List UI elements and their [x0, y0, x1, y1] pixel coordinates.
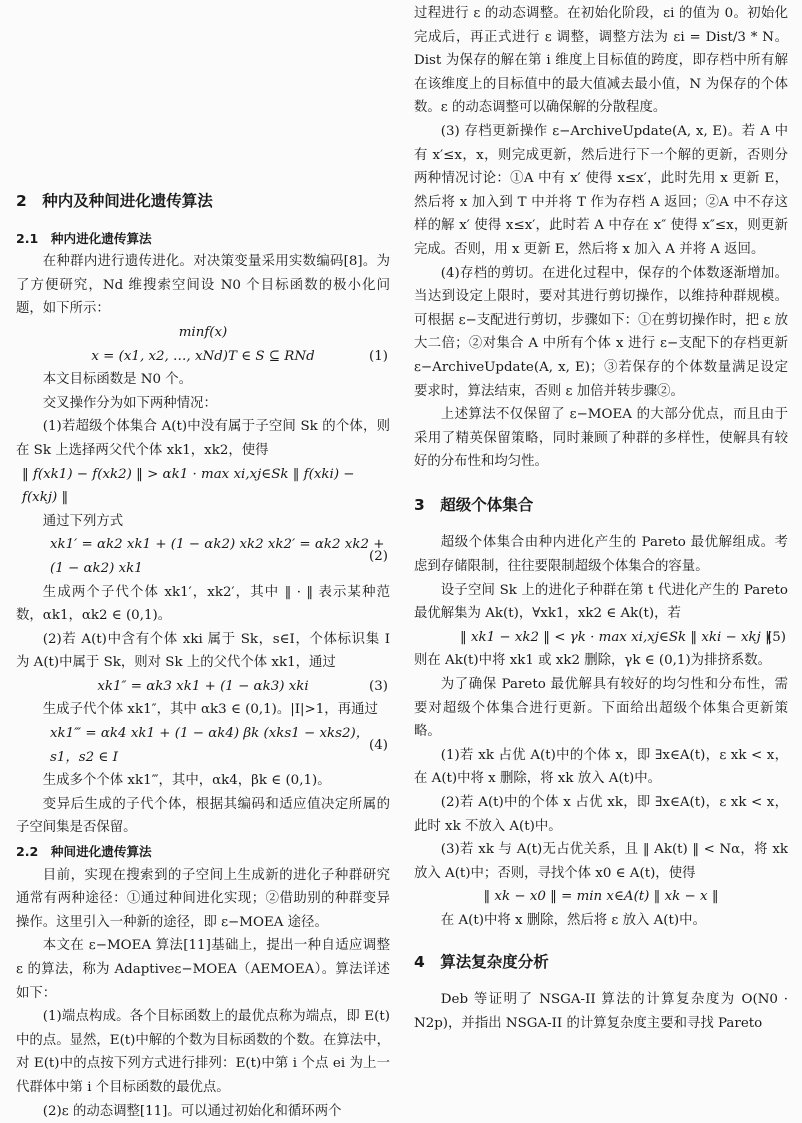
equation-4: [16, 722, 390, 769]
paragraph: (2)若 A(t)中含有个体 xki 属于 Sk，s∈I，个体标识集 I 为 A(t)中属于 Sk，则对 Sk 上的父代个体 xk1，通过: [16, 631, 390, 671]
paragraph: 生成子代个体 xk1″，其中 αk3 ∈ (0,1)。|I|>1，再通过: [42, 702, 378, 718]
paragraph: (3) 存档更新操作 ε−ArchiveUpdate(A, x, E)。若 A 中有 x′≤x，x，则完成更新，然后进行下一个解的更新，否则分两种情况讨论：①A 中有 x′ 使得 x≤x′，此时先用 x 更新 E，然后将 x 加入到 T 中并将 T 作为存档 A 返回；②A 中不存这样的解 x′ 使得 x≤x′，此时若 A 中存在 x″ 使得 x″≤x，则更新完成。否则，用 x 更新 E，然后将 x 加入 A 并将 A 返回。: [414, 123, 788, 257]
equation-text: ‖ f(xk1) − f(xk2) ‖ > αk1 · max xi,xj∈Sk ‖ f(xki) − f(xkj) ‖: [22, 466, 355, 506]
paragraph: 通过下列方式: [42, 513, 124, 529]
paragraph: (1)若超级个体集合 A(t)中没有属于子空间 Sk 的个体，则在 Sk 上选择两父代个体 xk1，xk2，使得: [16, 419, 390, 458]
paragraph: 设子空间 Sk 上的进化子种群在第 t 代进化产生的 Pareto 最优解集为 Ak(t)，∀xk1，xk2 ∈ Ak(t)，若: [414, 582, 788, 622]
subsection-2-2-heading: 2.2 种间进化遗传算法: [16, 844, 152, 860]
equation-text: x = (x1, x2, …, xNd)T ∈ S ⊆ RNd: [91, 348, 315, 364]
paragraph: (1)端点构成。各个目标函数上的最优点称为端点，即 E(t)中的点。显然，E(t)中解的个数为目标函数的个数。在算法中，对 E(t)中的点按下列方式进行排列：E(t)中第 i 个点 ei 为上一代群体中第 i 个目标函数的最优点。: [16, 1009, 390, 1095]
paragraph: 本文在 ε−MOEA 算法[11]基础上，提出一种自适应调整 ε 的算法，称为 Adaptiveε−MOEA（AEMOEA）。算法详述如下：: [16, 938, 390, 1001]
paragraph: 生成多个个体 xk1‴，其中，αk4，βk ∈ (0,1)。: [42, 773, 331, 789]
paragraph: (2)ε 的动态调整[11]。可以通过初始化和循环两个: [42, 1103, 342, 1119]
equation-number: (1): [369, 348, 388, 364]
paragraph: 上述算法不仅保留了 ε−MOEA 的大部分优点，而且由于采用了精英保留策略，同时兼顾了种群的多样性，使解具有较好的分布性和均匀性。: [414, 407, 788, 470]
section-2-heading: 2 种内及种间进化遗传算法: [16, 192, 213, 210]
paragraph: 过程进行 ε 的动态调整。在初始化阶段，εi 的值为 0。初始化完成后，再正式进行 ε 调整，调整方法为 εi = Dist/3 * N。Dist 为保存的解在第 i 维度上目标值的跨度，即存档中所有解在该维度上的目标值中的最大值减去最小值，N 为保存的个体数。ε 的动态调整可以确保解的分散程度。: [414, 6, 788, 116]
equation-number: (2): [369, 549, 388, 565]
paragraph: (3)若 xk 与 A(t)无占优关系，且 ‖ Ak(t) ‖ < Nα，将 xk 放入 A(t)中；否则，寻找个体 x0 ∈ A(t)，使得: [414, 842, 788, 881]
paragraph: Deb 等证明了 NSGA-II 算法的计算复杂度为 O(N0 · N2p)，并指出 NSGA-II 的计算复杂度主要和寻找 Pareto: [414, 992, 788, 1031]
paragraph: 生成两个子代个体 xk1′，xk2′，其中 ‖ · ‖ 表示某种范数，αk1，αk2 ∈ (0,1)。: [16, 584, 390, 624]
paragraph: 超级个体集合由种内进化产生的 Pareto 最优解组成。考虑到存储限制，往往要限制超级个体集合的容量。: [414, 535, 788, 575]
equation-text: xk1‴ = αk4 xk1 + (1 − αk4) βk (xks1 − xks2)，s1，s2 ∈ I: [50, 726, 370, 765]
paragraph: 目前，实现在搜索到的子空间上生成新的进化子种群研究通常有两种途径：①通过种间进化实现；②借助别的种群变异操作。这里引入一种新的途径，即 ε−MOEA 途径。: [16, 867, 390, 930]
subsection-2-1-heading: 2.1 种内进化遗传算法: [16, 230, 152, 246]
equation-number: (5): [767, 629, 786, 645]
paragraph: (2)若 A(t)中的个体 x 占优 xk，即 ∃x∈A(t)，ε xk < x，此时 xk 不放入 A(t)中。: [414, 795, 788, 834]
equation-2: [16, 533, 390, 580]
paragraph: 为了确保 Pareto 最优解具有较好的均匀性和分布性，需要对超级个体集合进行更新。下面给出超级个体集合更新策略。: [414, 677, 788, 740]
section-4-heading: 4 算法复杂度分析: [414, 952, 549, 971]
equation-number: (4): [369, 737, 388, 753]
paragraph: 本文目标函数是 N0 个。: [42, 372, 193, 388]
paragraph: 变异后生成的子代个体，根据其编码和适应值决定所属的子空间集是否保留。: [16, 796, 390, 836]
equation-5: [414, 626, 788, 650]
equation-text: minf(x): [178, 324, 228, 340]
left-column: [16, 190, 390, 1123]
equation-text: ‖ xk − x0 ‖ = min x∈A(t) ‖ xk − x ‖: [483, 889, 719, 905]
equation-number: (3): [369, 678, 388, 694]
equation-text: xk1′ = αk2 xk1 + (1 − αk2) xk2 xk2′ = αk2 xk2 + (1 − αk2) xk1: [50, 537, 385, 576]
paragraph: 在种群内进行遗传进化。对决策变量采用实数编码[8]。为了方便研究，Nd 维搜索空间设 N0 个目标函数的极小化问题，如下所示：: [16, 254, 390, 317]
equation-text: ‖ xk1 − xk2 ‖ < γk · max xi,xj∈Sk ‖ xki − xkj ‖: [460, 629, 772, 645]
equation-3: [16, 675, 390, 699]
equation-text: xk1″ = αk3 xk1 + (1 − αk3) xki: [97, 678, 309, 694]
paragraph: 在 A(t)中将 x 删除，然后将 ε 放入 A(t)中。: [440, 912, 706, 928]
right-column: [414, 2, 788, 1035]
inequality: [16, 463, 390, 510]
paragraph: (1)若 xk 占优 A(t)中的个体 x，即 ∃x∈A(t)，ε xk < x，在 A(t)中将 x 删除，将 xk 放入 A(t)中。: [414, 747, 788, 787]
paragraph: (4)存档的剪切。在进化过程中，保存的个体数逐渐增加。当达到设定上限时，要对其进行剪切操作，以维持种群规模。可根据 ε−支配进行剪切，步骤如下：①在剪切操作时，把 ε 放大二倍；②对集合 A 中所有个体 x 进行 ε−支配下的存档更新 ε−ArchiveUpdate(A, x, E)；③若保存的个体数量满足设定要求时，算法结束，否则 ε 加倍并转步骤②。: [414, 265, 788, 399]
equation-1: [16, 345, 390, 369]
section-3-heading: 3 超级个体集合: [414, 495, 534, 514]
paragraph: 则在 Ak(t)中将 xk1 或 xk2 删除，γk ∈ (0,1)为排挤系数。: [414, 653, 772, 669]
equation-6: [414, 885, 788, 909]
paragraph: 交叉操作分为如下两种情况：: [42, 395, 217, 411]
equation-1-line-a: [16, 321, 390, 345]
